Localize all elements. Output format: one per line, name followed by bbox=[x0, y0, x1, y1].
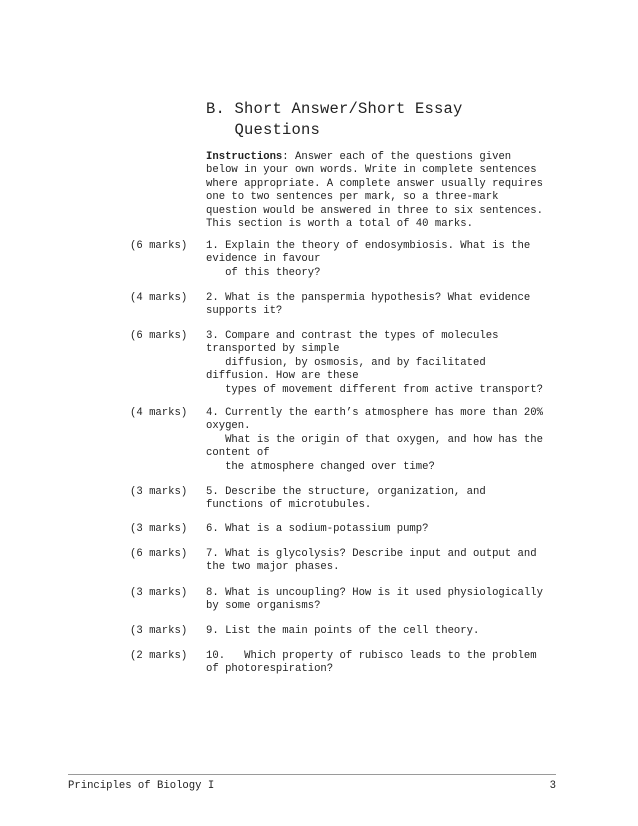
question-text bbox=[206, 292, 566, 319]
question-line: 7. What is glycolysis? Describe input and output and bbox=[206, 548, 537, 560]
question-text bbox=[206, 240, 566, 280]
section-heading-line: Questions bbox=[206, 121, 321, 139]
question-text bbox=[206, 486, 566, 513]
question-line: content of bbox=[206, 447, 270, 460]
question-line: supports it? bbox=[206, 305, 283, 318]
question-marks: (3 marks) bbox=[130, 523, 188, 535]
question-line: 8. What is uncoupling? How is it used physiologically bbox=[206, 587, 543, 599]
question-line: of photorespiration? bbox=[206, 663, 334, 676]
question-text bbox=[206, 625, 566, 638]
question-line: 9. List the main points of the cell theory. bbox=[206, 625, 480, 637]
question-line: 1. Explain the theory of endosymbiosis. What is the bbox=[206, 240, 531, 252]
question-marks: (3 marks) bbox=[130, 587, 188, 599]
question-line: 10. Which property of rubisco leads to the problem bbox=[206, 650, 537, 662]
section-heading-line: B. Short Answer/Short Essay bbox=[206, 100, 463, 118]
question-line: by some organisms? bbox=[206, 600, 321, 613]
instructions-line: where appropriate. A complete answer usually requires bbox=[206, 177, 543, 190]
instructions-line: question would be answered in three to six sentences. bbox=[206, 204, 543, 217]
question-line: the atmosphere changed over time? bbox=[206, 460, 435, 473]
page-footer bbox=[68, 774, 556, 792]
question-line: 5. Describe the structure, organization, and bbox=[206, 486, 486, 498]
instructions-block bbox=[206, 151, 558, 231]
question-line: oxygen. bbox=[206, 420, 251, 433]
question-line: transported by simple bbox=[206, 343, 340, 356]
question-line: evidence in favour bbox=[206, 253, 321, 266]
question-marks: (6 marks) bbox=[130, 240, 188, 252]
question-line: the two major phases. bbox=[206, 561, 340, 574]
instructions-line: This section is worth a total of 40 marks. bbox=[206, 218, 474, 231]
question-line: of this theory? bbox=[206, 266, 321, 279]
question-text bbox=[206, 407, 566, 474]
page-number: 3 bbox=[549, 780, 556, 792]
instructions-label: Instructions bbox=[206, 151, 283, 163]
question-text bbox=[206, 330, 566, 397]
section-heading bbox=[206, 99, 536, 141]
question-text bbox=[206, 523, 566, 536]
question-line: diffusion, by osmosis, and by facilitated bbox=[206, 356, 486, 369]
instructions-line: : Answer each of the questions given bbox=[282, 151, 512, 163]
instructions-line: below in your own words. Write in complete sentences bbox=[206, 164, 537, 177]
question-marks: (3 marks) bbox=[130, 625, 188, 637]
question-text bbox=[206, 650, 566, 677]
question-line: 4. Currently the earth’s atmosphere has more than 20% bbox=[206, 407, 543, 419]
question-line: types of movement different from active transport? bbox=[206, 383, 543, 396]
question-text bbox=[206, 587, 566, 614]
question-marks: (4 marks) bbox=[130, 407, 188, 419]
question-line: 3. Compare and contrast the types of molecules bbox=[206, 330, 499, 342]
question-line: 6. What is a sodium-potassium pump? bbox=[206, 523, 429, 535]
footer-title: Principles of Biology I bbox=[68, 780, 215, 792]
question-line: functions of microtubules. bbox=[206, 499, 372, 512]
question-text bbox=[206, 548, 566, 575]
question-line: 2. What is the panspermia hypothesis? What evidence bbox=[206, 292, 531, 304]
instructions-line: one to two sentences per mark, so a three-mark bbox=[206, 191, 499, 204]
question-marks: (6 marks) bbox=[130, 548, 188, 560]
question-marks: (2 marks) bbox=[130, 650, 188, 662]
question-marks: (4 marks) bbox=[130, 292, 188, 304]
question-line: diffusion. How are these bbox=[206, 370, 359, 383]
question-line: What is the origin of that oxygen, and how has the bbox=[206, 433, 543, 446]
question-marks: (3 marks) bbox=[130, 486, 188, 498]
question-marks: (6 marks) bbox=[130, 330, 188, 342]
